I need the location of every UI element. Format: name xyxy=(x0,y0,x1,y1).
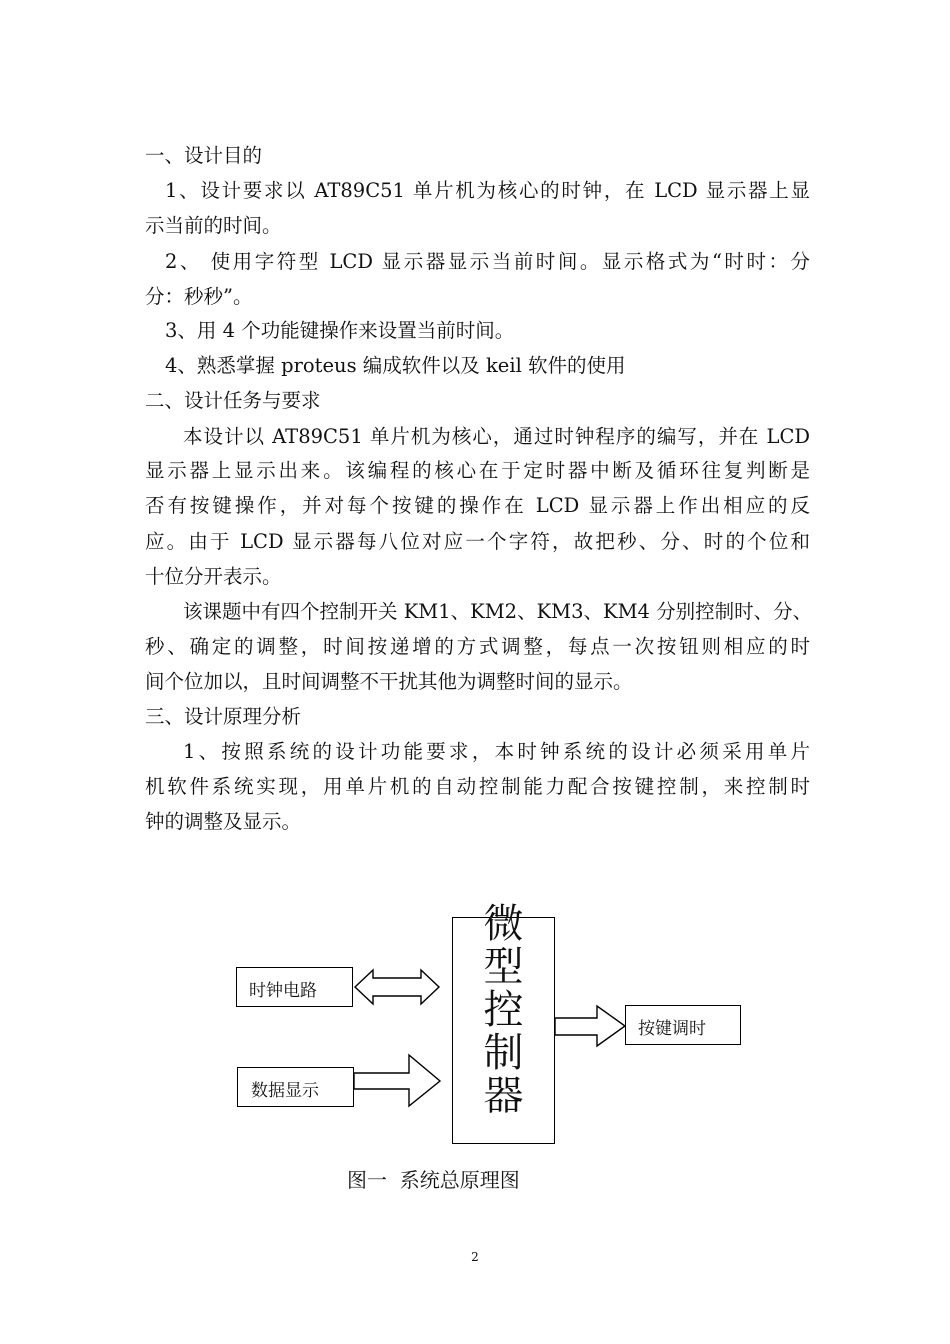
analysis-line1: 1、按照系统的设计功能要求，本时钟系统的设计必须采用单片 xyxy=(183,740,810,763)
section2-heading: 二、设计任务与要求 xyxy=(145,389,321,412)
task-paragraph2-line2: 秒、确定的调整，时间按递增的方式调整，每点一次按钮则相应的时 xyxy=(145,635,810,658)
data-display-label: 数据显示 xyxy=(251,1081,319,1101)
req1-line2: 示当前的时间。 xyxy=(145,214,282,237)
req2-line1: 2、 使用字符型 LCD 显示器显示当前时间。显示格式为“时时：分 xyxy=(165,250,810,273)
req1-line1: 1、设计要求以 AT89C51 单片机为核心的时钟，在 LCD 显示器上显 xyxy=(165,179,810,202)
task-paragraph1-line2: 显示器上显示出来。该编程的核心在于定时器中断及循环往复判断是 xyxy=(145,459,810,482)
task-paragraph1-line4: 应。由于 LCD 显示器每八位对应一个字符，故把秒、分、时的个位和 xyxy=(145,530,810,553)
mcu-char: 制 xyxy=(483,1030,524,1076)
req3-line: 3、用 4 个功能键操作来设置当前时间。 xyxy=(165,319,515,342)
arrow-to-mcu xyxy=(354,1055,440,1106)
req4-line: 4、熟悉掌握 proteus 编成软件以及 keil 软件的使用 xyxy=(165,354,626,377)
task-paragraph1-line5: 十位分开表示。 xyxy=(145,565,282,588)
task-paragraph2-line3: 间个位加以，且时间调整不干扰其他为调整时间的显示。 xyxy=(145,670,633,693)
task-paragraph1-line1: 本设计以 AT89C51 单片机为核心，通过时钟程序的编写，并在 LCD xyxy=(183,425,810,448)
mcu-label xyxy=(453,903,554,1118)
mcu-char: 微 xyxy=(483,901,524,947)
double-arrow xyxy=(355,970,439,1004)
mcu-char: 型 xyxy=(483,944,524,990)
task-paragraph2-line1: 该课题中有四个控制开关 KM1、KM2、KM3、KM4 分别控制时、分、 xyxy=(183,600,813,623)
mcu-char: 控 xyxy=(483,987,524,1033)
clock-circuit-label: 时钟电路 xyxy=(249,981,317,1001)
figure-caption: 图一 系统总原理图 xyxy=(347,1168,520,1192)
key-adjust-label: 按键调时 xyxy=(638,1019,706,1039)
page-number: 2 xyxy=(471,1250,479,1264)
analysis-line3: 钟的调整及显示。 xyxy=(145,810,302,833)
req2-line2: 分：秒秒”。 xyxy=(145,285,253,308)
task-paragraph1-line3: 否有按键操作，并对每个按键的操作在 LCD 显示器上作出相应的反 xyxy=(145,494,810,517)
arrow-to-keys xyxy=(555,1006,625,1046)
section3-heading: 三、设计原理分析 xyxy=(145,705,302,728)
section1-heading: 一、设计目的 xyxy=(145,144,263,167)
analysis-line2: 机软件系统实现，用单片机的自动控制能力配合按键控制，来控制时 xyxy=(145,775,810,798)
mcu-char: 器 xyxy=(483,1073,524,1119)
